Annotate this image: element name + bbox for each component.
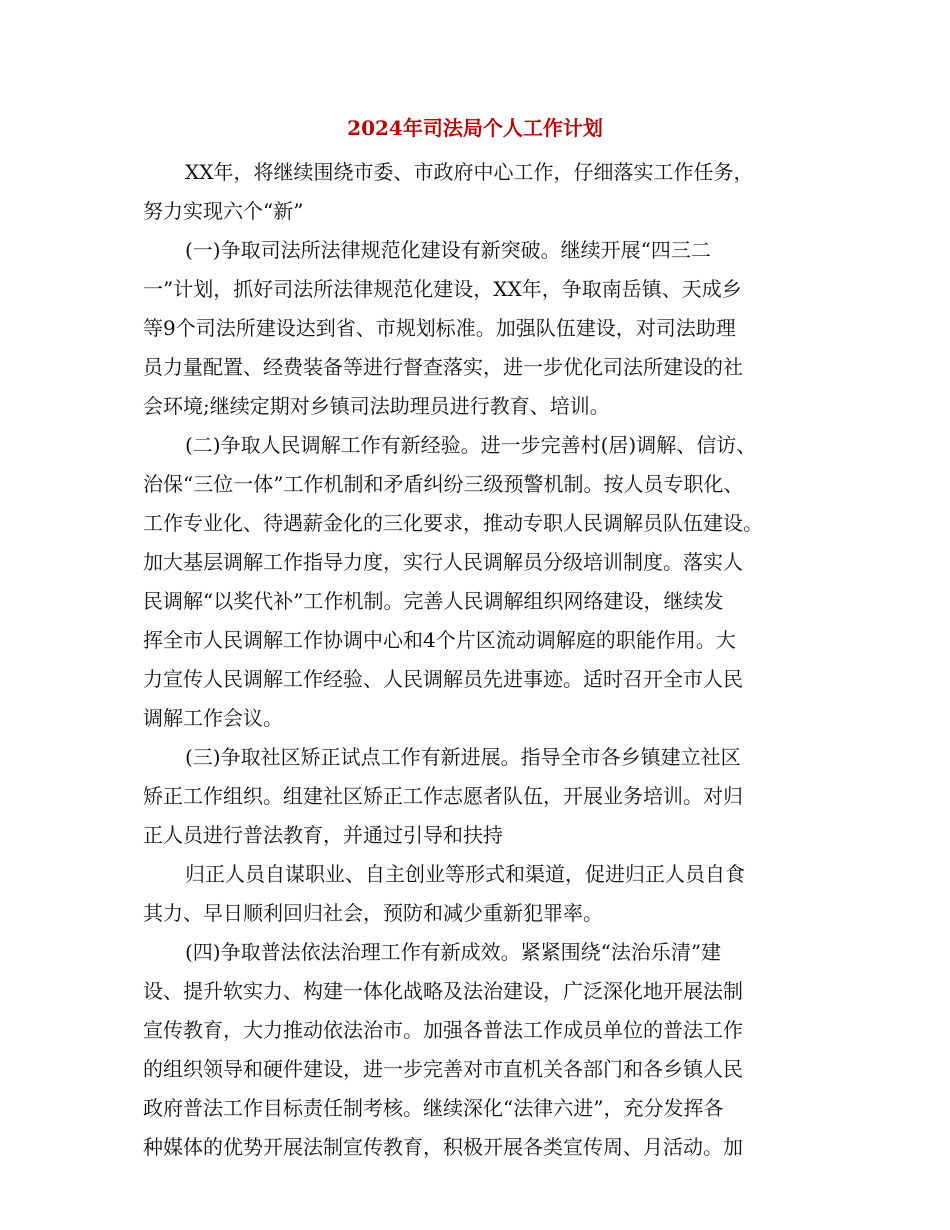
paragraph-line: 正人员进行普法教育，并通过引导和扶持 (143, 823, 503, 847)
paragraph-line: XX年，将继续围绕市委、市政府中心工作，仔细落实工作任务， (185, 160, 754, 184)
paragraph-line: 设、提升软实力、构建一体化战略及法治建设，广泛深化地开展法制 (143, 979, 743, 1003)
paragraph-line: 努力实现六个“新” (143, 199, 304, 223)
paragraph-line: 挥全市人民调解工作协调中心和4个片区流动调解庭的职能作用。大 (143, 628, 736, 652)
paragraph-line: 其力、早日顺利回归社会，预防和减少重新犯罪率。 (143, 901, 603, 925)
paragraph-line: 政府普法工作目标责任制考核。继续深化“法律六进”，充分发挥各 (143, 1096, 724, 1120)
paragraph-line: 员力量配置、经费装备等进行督查落实，进一步优化司法所建设的社 (143, 355, 743, 379)
paragraph-line: (三)争取社区矫正试点工作有新进展。指导全市各乡镇建立社区 (185, 745, 741, 769)
paragraph-line: 一”计划，抓好司法所法律规范化建设，XX年，争取南岳镇、天成乡 (143, 277, 742, 301)
paragraph-line: (四)争取普法依法治理工作有新成效。紧紧围绕“法治乐清”建 (185, 940, 722, 964)
paragraph-line: 治保“三位一体”工作机制和矛盾纠纷三级预警机制。按人员专职化、 (143, 472, 744, 496)
document-title: 2024年司法局个人工作计划 (347, 116, 603, 140)
paragraph-line: 归正人员自谋职业、自主创业等形式和渠道，促进归正人员自食 (185, 862, 745, 886)
paragraph-line: 会环境;继续定期对乡镇司法助理员进行教育、培训。 (143, 394, 610, 418)
paragraph-line: 民调解“以奖代补”工作机制。完善人民调解组织网络建设，继续发 (143, 589, 724, 613)
paragraph-line: 加大基层调解工作指导力度，实行人民调解员分级培训制度。落实人 (143, 550, 743, 574)
paragraph-line: 的组织领导和硬件建设，进一步完善对市直机关各部门和各乡镇人民 (143, 1057, 743, 1081)
paragraph-line: 矫正工作组织。组建社区矫正工作志愿者队伍，开展业务培训。对归 (143, 784, 743, 808)
paragraph-line: (一)争取司法所法律规范化建设有新突破。继续开展“四三二 (185, 238, 711, 262)
paragraph-line: 调解工作会议。 (143, 706, 283, 730)
paragraph-line: 种媒体的优势开展法制宣传教育，积极开展各类宣传周、月活动。加 (143, 1135, 743, 1159)
paragraph-line: 工作专业化、待遇薪金化的三化要求，推动专职人民调解员队伍建设。 (143, 511, 763, 535)
paragraph-line: 力宣传人民调解工作经验、人民调解员先进事迹。适时召开全市人民 (143, 667, 743, 691)
paragraph-line: (二)争取人民调解工作有新经验。进一步完善村(居)调解、信访、 (185, 433, 757, 457)
paragraph-line: 等9个司法所建设达到省、市规划标准。加强队伍建设，对司法助理 (143, 316, 736, 340)
paragraph-line: 宣传教育，大力推动依法治市。加强各普法工作成员单位的普法工作 (143, 1018, 743, 1042)
